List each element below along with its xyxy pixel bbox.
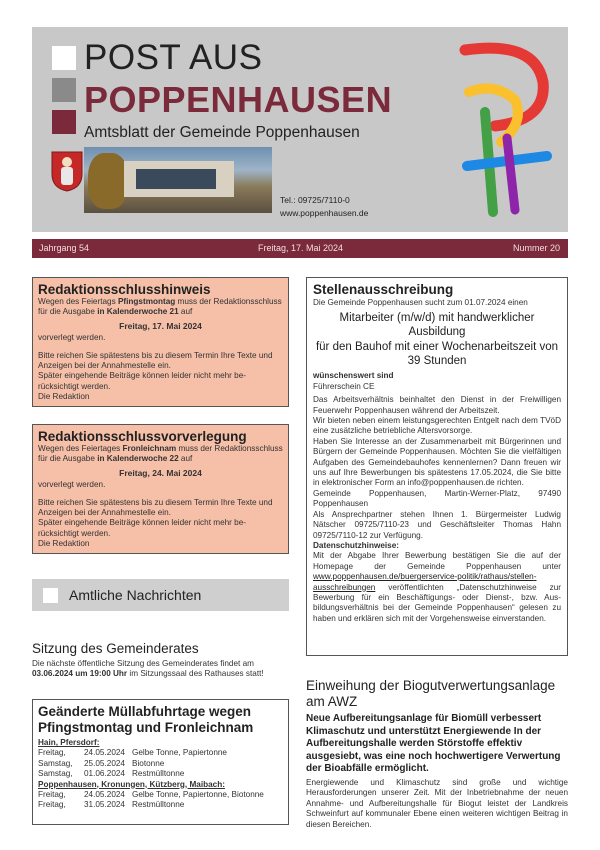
notice-1-date: Freitag, 17. Mai 2024	[119, 320, 202, 331]
job-wish-heading: wünschenswert sind	[313, 371, 394, 381]
sitzung-text: Die nächste öffentliche Sitzung des Gemeinderates findet am 03.06.2024 um 19:00 Uhr im Sitzungssaal des Rathauses statt!	[32, 659, 264, 679]
notice-2-p4: Später eingehende Beiträge können leider nicht mehr berücksichtigt werden.	[38, 518, 247, 538]
masthead-square-gray	[52, 78, 76, 102]
notice-1-text: Wegen des Feiertags Pfingstmontag muss der Redaktionsschluss für die Ausgabe in Kalenderwoche 21 auf	[38, 297, 282, 317]
issue-band	[32, 239, 568, 258]
notice-1-signature: Die Redaktion	[38, 392, 90, 402]
coat-of-arms-icon	[50, 150, 84, 192]
schedule-row: Samstag, 01.06.2024 Restmülltonne	[38, 769, 185, 779]
schedule-row: Samstag, 25.05.2024 Biotonne	[38, 758, 165, 768]
notice-1-p2: vorverlegt werden.	[38, 333, 106, 343]
section-header-amtliche	[32, 579, 289, 611]
phone: Tel.: 09725/7110-0	[280, 195, 350, 205]
waste-heading: Geänderte Müllabfuhrtage wegen Pfingstmontag und Fronleichnam	[38, 704, 254, 735]
biogut-lead: Neue Aufbereitungsanlage für Biomüll verbessert Klimaschutz und unterstützt Energiewende In der Aufbereitungshalle werden Störstoffe effektiv ausgesiebt, was eine noch hochwertigere Verwertung der Bioabfälle ermöglicht.	[306, 713, 561, 774]
issue-date: Freitag, 17. Mai 2024	[258, 243, 344, 253]
town-hall-photo	[84, 147, 272, 213]
privacy-heading: Datenschutzhinweise:	[313, 540, 399, 550]
section-square-icon	[43, 588, 58, 603]
section-label: Amtliche Nachrichten	[69, 587, 202, 603]
notice-box-2	[32, 424, 289, 554]
schedule-row: Freitag, 24.05.2024 Gelbe Tonne, Papiertonne	[38, 748, 227, 758]
title-line1: POST AUS	[84, 38, 263, 77]
website: www.poppenhausen.de	[280, 208, 369, 218]
sitzung-heading: Sitzung des Gemeinderates	[32, 641, 199, 656]
privacy-link[interactable]: www.poppenhausen.de/buergerservice-politik/rathaus/stellenausschreibungen	[313, 572, 537, 592]
biogut-heading: Einweihung der Biogutverwertungsanlage am AWZ	[306, 678, 556, 709]
job-wish: Führerschein CE	[313, 381, 375, 391]
job-heading: Stellenausschreibung	[313, 282, 454, 297]
notice-1-p3: Bitte reichen Sie spätestens bis zu diesem Termin Ihre Texte und Anzeigen bei der Annahmestelle ein.	[38, 350, 273, 371]
job-p5: Als Ansprechpartner stehen Ihnen 1. Bürgermeister Ludwig Nätscher 09725/7110-23 und Geschäftsleiter Thomas Hahn 09725/7110-12 zur Verfügung.	[313, 509, 561, 540]
notice-2-p2: vorverlegt werden.	[38, 480, 106, 490]
notice-2-text: Wegen des Feiertages Fronleichnam muss der Redaktionsschluss für die Ausgabe in Kalenderwoche 22 auf	[38, 444, 283, 464]
notice-1-heading: Redaktionsschlusshinweis	[38, 282, 211, 297]
notice-2-date: Freitag, 24. Mai 2024	[119, 467, 202, 478]
biogut-body: Energiewende und Klimaschutz sind große und wichtige Herausforderungen unserer Zeit. Mit der Inbetriebnahme der neuen Annahme- und Aufbereitungshalle für Biogut leistet der Landkreis Schweinfurt auf kommunaler Ebene einen weiteren wichtigen Beitrag in diesen Bereichen.	[306, 778, 568, 829]
job-title-2: für den Bauhof mit einer Wochenarbeitszeit von 39 Stunden	[315, 341, 559, 368]
waste-group-2: Poppenhausen, Kronungen, Kützberg, Maibach:	[38, 779, 225, 789]
subtitle: Amtsblatt der Gemeinde Poppenhausen	[84, 124, 360, 141]
notice-1-p4: Später eingehende Beiträge können leider nicht mehr berücksichtigt werden.	[38, 371, 247, 391]
job-p3: Haben Sie Interesse an der Zusammenarbeit mit Bürgerinnen und Bürgern der Gemeinde Poppenhausen. Möchten Sie die vielfältigen Aufgaben des Gemeindebauhofes kennenlernen? Dann freuen wir uns auf Ihre Bewerbungen bis spätestens 17.05.2024, die Sie bitte in elektronischer Form an info@poppenhausen.de richten.	[313, 436, 561, 488]
masthead-square-red	[52, 110, 76, 134]
job-p1: Das Arbeitsverhältnis beinhaltet den Dienst in der Freiwilligen Feuerwehr Poppenhausen während der Arbeitszeit.	[313, 395, 561, 415]
issue-number: Nummer 20	[512, 243, 560, 253]
schedule-row: Freitag, 24.05.2024 Gelbe Tonne, Papiertonne, Biotonne	[38, 790, 264, 800]
job-box	[306, 277, 568, 656]
privacy-text: Mit der Abgabe Ihrer Bewerbung bestätigen Sie die auf der Homepage der Gemeinde Poppenhausen unter www.poppenhausen.de/buergerservice-politik/rathaus/stellenausschreibungen veröffentlichten „Datenschutzhinweise zur Bewerbung für ein Beschäftigungs- oder Dienst-, bzw. Ausbildungsverhältnis bei der Gemeinde Poppenhausen“ gelesen zu haben und erklären sich mit der Vorgehensweise einverstanden.	[313, 551, 561, 623]
logo-icon	[455, 42, 555, 217]
schedule-row: Freitag, 31.05.2024 Restmülltonne	[38, 800, 185, 810]
waste-box	[32, 699, 289, 825]
notice-2-p3: Bitte reichen Sie spätestens bis zu diesem Termin Ihre Texte und Anzeigen bei der Annahmestelle ein.	[38, 497, 273, 518]
title-line2: POPPENHAUSEN	[84, 79, 393, 120]
job-intro: Die Gemeinde Poppenhausen sucht zum 01.07.2024 einen	[313, 298, 528, 307]
volume: Jahrgang 54	[39, 243, 90, 253]
waste-group-1: Hain, Pfersdorf:	[38, 738, 100, 747]
notice-2-signature: Die Redaktion	[38, 539, 90, 549]
masthead-square-white	[52, 46, 76, 70]
notice-2-heading: Redaktionsschlussvorverlegung	[38, 429, 247, 444]
job-p2: Wir bieten neben einem leistungsgerechten Entgelt nach dem TVöD eine zusätzliche betriebliche Altersvorsorge.	[313, 416, 561, 436]
job-p4: Gemeinde Poppenhausen, Martin-Werner-Platz, 97490 Poppenhausen	[313, 488, 561, 509]
notice-box-1	[32, 277, 289, 407]
job-title-1: Mitarbeiter (m/w/d) mit handwerklicher Ausbildung	[339, 312, 535, 339]
contact-info	[280, 194, 368, 220]
